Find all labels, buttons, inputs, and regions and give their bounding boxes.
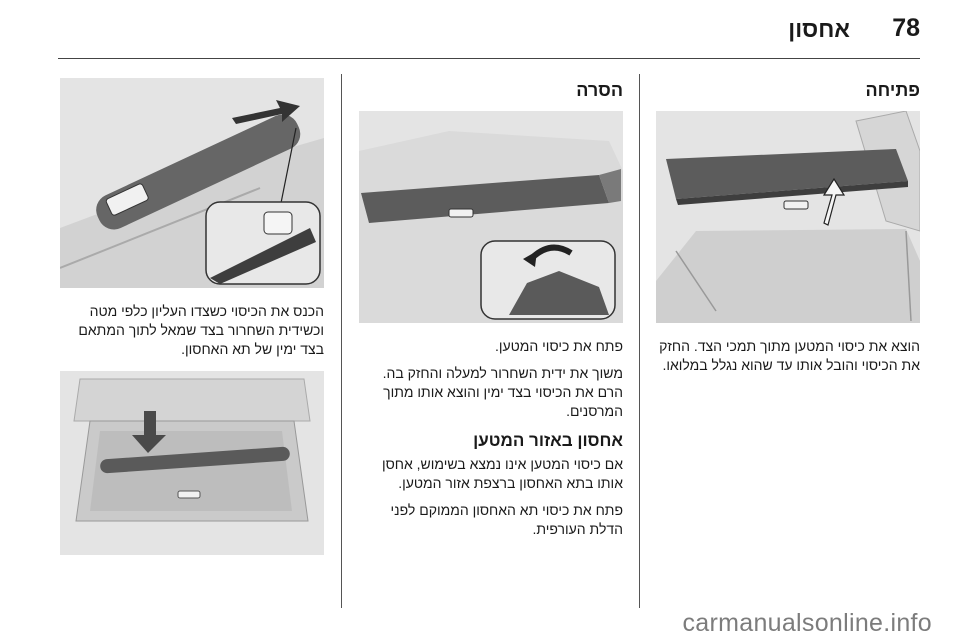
figure-opening — [656, 111, 920, 323]
section-heading-opening: פתיחה — [865, 80, 920, 100]
figure-removal — [359, 111, 623, 323]
right-column — [656, 80, 920, 375]
middle-column — [359, 80, 623, 547]
column-divider-1 — [341, 74, 342, 608]
storage-paragraph-1: אם כיסוי המטען אינו נמצא בשימוש, אחסן אותו בתא האחסון ברצפת אזור המטען. — [381, 456, 623, 491]
figure-storage — [60, 371, 324, 555]
figure-insert — [60, 78, 324, 288]
subheading-storage: אחסון באזור המטען — [473, 431, 623, 450]
removal-paragraph-1: פתח את כיסוי המטען. — [494, 338, 623, 354]
page-title: אחסון — [788, 16, 850, 42]
insert-text: הכנס את הכיסוי כשצדו העליון כלפי מטה וכשידית השחרור בצד שמאל לתוך המתאם בצד ימין של תא האחסון. — [78, 303, 324, 357]
opening-text: הוצא את כיסוי המטען מתוך תמכי הצד. החזק את הכיסוי והובל אותו עד שהוא נגלל במלואו. — [659, 338, 920, 373]
storage-paragraph-2: פתח את כיסוי תא האחסון הממוקם לפני הדלת העורפית. — [390, 502, 623, 537]
page-number: 78 — [892, 14, 920, 42]
column-divider-2 — [639, 74, 640, 608]
section-heading-removal: הסרה — [576, 80, 623, 100]
header-rule — [58, 58, 920, 59]
left-column — [60, 78, 324, 555]
removal-paragraph-2: משוך את ידית השחרור למעלה והחזק בה. הרם את הכיסוי בצד ימין והוצא אותו מתוך המרסנים. — [382, 365, 623, 419]
watermark: carmanualsonline.info — [682, 609, 932, 637]
